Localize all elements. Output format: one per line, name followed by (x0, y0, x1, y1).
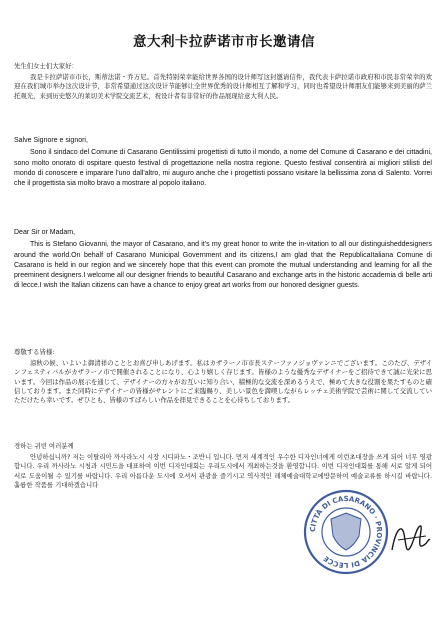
japanese-section (14, 348, 432, 405)
stamp-ring-text: CITTÀ DI CASARANO · PROVINCIA DI LECCE (308, 494, 384, 570)
italian-section (14, 136, 432, 189)
chinese-section (14, 62, 432, 101)
italian-body: Sono il sindaco del Comune di Casarano Gentilissimi progettisti di tutto il mondo, a nome del Comune di Casarano e dei cittadini, sono molto onorato di ospitare questo festival di progettazione nella nostra regione. Questo festival consentirà ai migliori stilisti del mondo di conoscere e imparare l'uno dall'altro, mi auguro anche che i progettisti possano visitare la bellissima zona di Salento. Vorrei che il progettista sia molto bravo a mostrare al popolo italiano. (14, 149, 432, 188)
chinese-body: 我是卡拉萨诺市市长，斯蒂法诺・乔万尼。首先特别荣幸能给世界各国的设计师写这封邀请信件，我代表卡萨拉诺市政府和市民非常荣幸的欢迎在我们城市举办这次设计节，非常希望通过这次设计节能够让全世界优秀的设计师相互了解和学习，同时也希望设计师朋友们能够来到美丽的萨兰托观光，来到历史悠久的莱切美术学院交流艺术，祝设计者有非常好的作品展现给意大利人民。 (14, 73, 432, 100)
city-seal-stamp (302, 488, 390, 576)
japanese-salutation: 尊敬する皆様: (14, 348, 55, 356)
italian-salutation: Salve Signore e signori, (14, 137, 88, 144)
mayor-signature (386, 520, 432, 560)
english-salutation: Dear Sir or Madam, (14, 229, 76, 236)
page-title: 意大利卡拉萨诺市市长邀请信 (133, 34, 315, 50)
chinese-salutation: 先生们女士们大家好： (14, 62, 78, 70)
english-section (14, 228, 432, 292)
japanese-body: 涼秋の候、いよいよ御清祥のこととお喜び申しあげます。私はカザラーノ市市長ステーファノジョヴァンニでございます。このたび、デザインフェスティバルがカザラーノ市で開催されることになり、心より嬉しく存じます。皆様のような優秀なデザイナーをご招待できて誠に光栄に思います。今回は作品の展示を通じて、デザイナーの方々がお互いに知り合い、積極的な交流を深めるうえで、極めて大きな役割を果たすものと確信しております。また同時にデザイナーの皆様がサレントにご来臨賜り、美しい景色を満喫しながらレッチェ美術学院で芸術に関して交流していただけたら幸いです。ぜひとも、皆様のすばらしい作品を拝見できることを心待ちしております。 (14, 359, 432, 405)
korean-body: 안녕하십니까? 저는 이탈리아 까사라노시 시장 시디파노・조반니 입니다. 먼저 세계적인 우수한 디자인너에게 이런초대장을 쓰게 되어 너무 영광합니다. 우리 까사라노 시청과 시민드을 대표하여 이번 디자인대회는 우리도시에서 개최하는것을 환영합니다. 이번 디자인대회를 통해 서로 알게 되어 서로 도움이될 수 있기를 바랍니다. 우리 아름다운 도시에 오셔서 관광을 즐기시고 역사적인 레체예술대학교에방문하여 예술교류를 하시길 바랍니다. 훌륭한 작품를 기대하겠습니다 (14, 453, 432, 489)
korean-salutation: 경하는 귀빈 여러분께 (14, 442, 74, 450)
korean-section (14, 442, 432, 490)
english-body: This is Stefano Giovanni, the mayor of Casarano, and it's my great honor to write the in-vitation to all our distinguisheddesigners around the world.On behalf of Casarano Municipal Government and its citizens,I am glad that the RepublicaItaliana Comune di Casarano is held in our region and we sincerely hope that this event can promote the mutual understanding and learning for all the preeminent designers.I welcome all our designer friends to beautiful Casarano and exchange arts in the historic accademia di belle arti di lecce.I wish the Italian citizens can have a chance to enjoy great art works from our honored designer guests. (14, 241, 432, 290)
